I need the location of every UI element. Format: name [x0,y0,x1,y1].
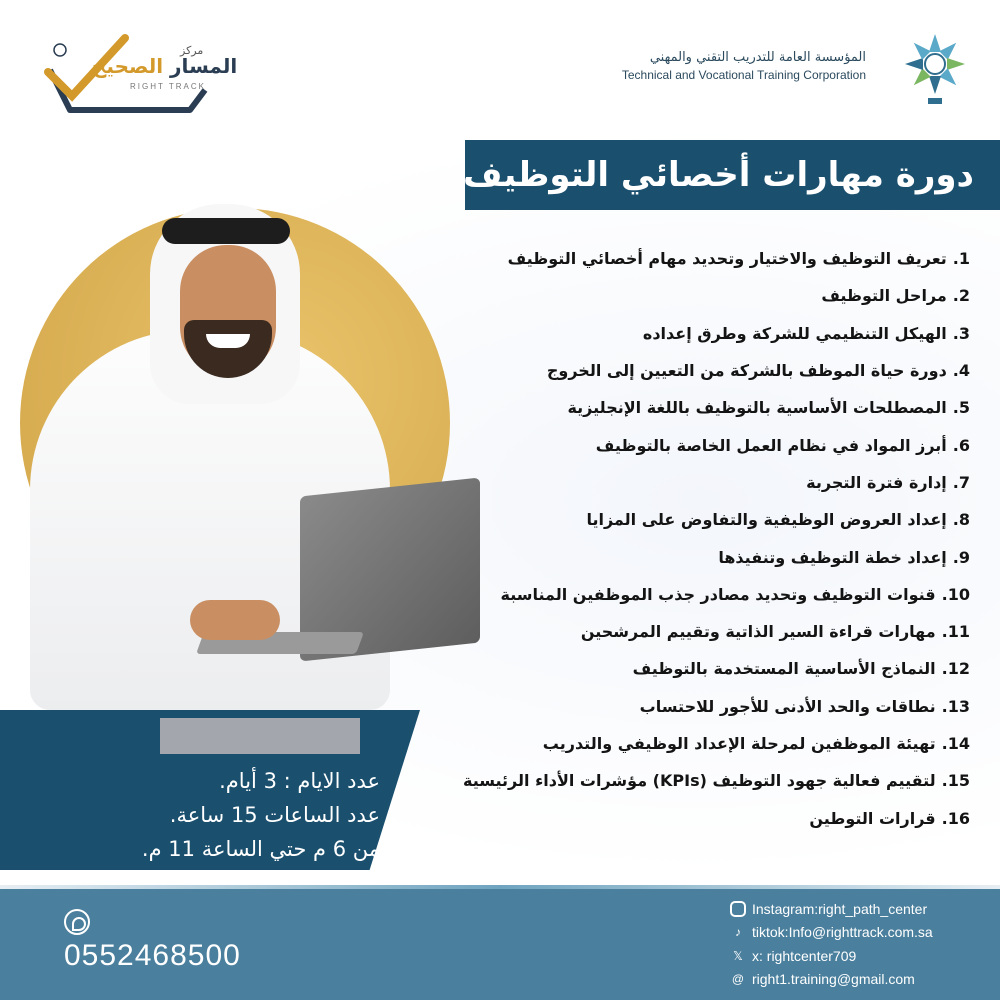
list-item: 9. إعداد خطة التوظيف وتنفيذها [718,547,970,567]
list-item: 7. إدارة فترة التجربة [806,472,970,492]
title-banner [465,140,1000,210]
topic-list [440,240,970,837]
list-item: 3. الهيكل التنظيمي للشركة وطرق إعداده [642,323,970,343]
list-item: 8. إعداد العروض الوظيفية والتفاوض على المزايا [586,510,970,530]
list-item: 5. المصطلحات الأساسية بالتوظيف باللغة الإنجليزية [567,398,970,418]
social-x[interactable]: 𝕏 x: rightcenter709 [730,944,933,968]
list-item: 15. لتقييم فعالية جهود التوظيف (KPIs) مؤشرات الأداء الرئيسية [463,771,970,791]
email-icon: @ [731,972,745,987]
instagram-icon [730,901,746,917]
list-item: 13. نطاقات والحد الأدنى للأجور للاحتساب [639,696,970,716]
course-days: عدد الايام : 3 أيام . [219,769,380,793]
center-prefix: مركز [180,44,204,57]
footer [0,889,1000,1000]
list-item: 12. النماذج الأساسية المستخدمة بالتوظيف [632,659,970,679]
right-track-logo [40,30,238,120]
tvtc-emblem-icon [900,28,970,108]
phone-contact[interactable] [64,909,241,973]
whatsapp-icon [64,909,90,935]
redacted-placeholder [160,718,360,754]
course-hours: عدد الساعات 15 ساعة . [169,803,380,827]
center-name-en: RIGHT TRACK [130,82,206,91]
center-name-part1: المسار [170,54,238,78]
list-item: 16. قرارات التوطين [809,808,970,828]
center-name [92,54,237,78]
list-item: 14. تهيئة الموظفين لمرحلة الإعداد الوظيفي والتدريب [542,734,970,753]
list-item: 10. قنوات التوظيف وتحديد مصادر جذب الموظفين المناسبة [500,584,970,604]
tvtc-name-ar: المؤسسة العامة للتدريب التقني والمهني [649,50,866,65]
course-time: من 6 م حتي الساعة 11 م . [141,837,380,861]
tiktok-icon: ♪ [735,925,741,940]
social-email[interactable]: @ right1.training@gmail.com [731,971,915,988]
center-name-part2: الصحيح [92,54,164,78]
list-item: 6. أبرز المواد في نظام العمل الخاصة بالتوظيف [595,435,970,455]
social-instagram[interactable]: Instagram:right_path_center [730,897,933,921]
tvtc-name-en: Technical and Vocational Training Corporation [621,68,866,82]
social-tiktok[interactable]: ♪ tiktok:Info@righttrack.com.sa [730,921,933,945]
tvtc-logo [621,28,970,108]
person-agal [162,218,290,244]
list-item: 4. دورة حياة الموظف بالشركة من التعيين إلى الخروج [546,361,970,381]
list-item: 2. مراحل التوظيف [821,286,970,306]
course-title: دورة مهارات أخصائي التوظيف [463,155,974,195]
list-item: 11. مهارات قراءة السير الذاتية وتقييم المرشحين [580,622,970,642]
social-links [730,897,933,991]
list-item: 1. تعريف التوظيف والاختيار وتحديد مهام أخصائي التوظيف [507,249,970,269]
course-details [100,764,380,866]
x-icon: 𝕏 [733,948,743,963]
person-hand [190,600,280,640]
phone-number[interactable]: 0552468500 [64,939,241,972]
